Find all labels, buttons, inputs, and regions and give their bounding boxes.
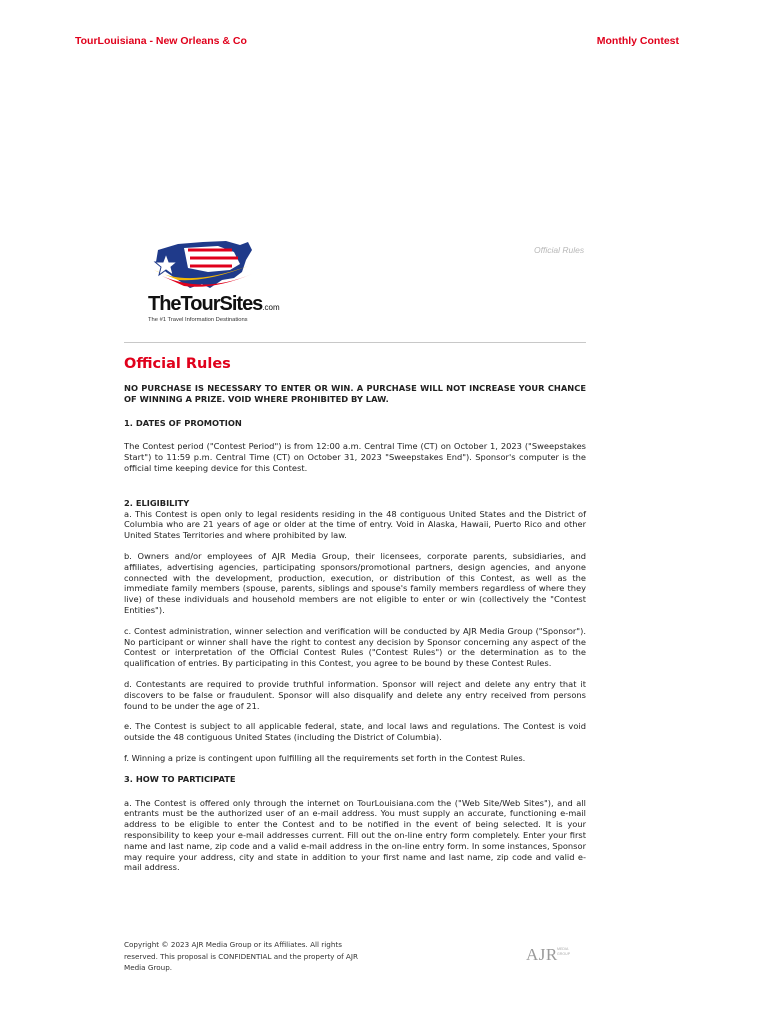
header-right-title: Monthly Contest (596, 35, 679, 47)
intro-notice: NO PURCHASE IS NECESSARY TO ENTER OR WIN. A PURCHASE WILL NOT INCREASE YOUR CHANCE OF WINNING A PRIZE. VOID WHERE PROHIBITED BY LAW. (124, 383, 586, 404)
ajr-logo-subtitle: MEDIA GROUP (557, 947, 571, 956)
section-paragraph: d. Contestants are required to provide truthful information. Sponsor will reject and delete any entry that it discovers to be false or fraudulent. Sponsor will also disqualify and delete any entry received from persons found to be under the age of 21. (124, 678, 586, 711)
section-paragraph: f. Winning a prize is contingent upon fulfilling all the requirements set forth in the Contest Rules. (124, 752, 526, 763)
section-paragraph: a. The Contest is offered only through the internet on TourLouisiana.com the ("Web Site/Web Sites"), and all entrants must be the authorized user of an e-mail address. You must supply an accurate, functioning e-mail address to be eligible to enter the Contest and to be notified in the event of being selected. It is your responsibility to keep your e-mail addresses current. Fill out the on-line entry form completely. Enter your first name and last name, zip code and a valid e-mail address in the on-line entry form. In some instances, Sponsor may require your address, city and state in addition to your first name and last name, zip code and valid e-mail address. (124, 797, 586, 873)
section-heading: 2. ELIGIBILITY (124, 497, 190, 508)
ajr-logo (526, 945, 571, 965)
section-heading: 1. DATES OF PROMOTION (124, 417, 242, 428)
rules-content (124, 355, 586, 883)
page-title: Official Rules (124, 356, 231, 372)
thetoursites-logo (148, 236, 280, 323)
section-paragraph: The Contest period ("Contest Period") is from 12:00 a.m. Central Time (CT) on October 1, 2023 ("Sweepstakes Start") to 11:59 p.m. Central Time (CT) on October 31, 2023 "Sweepstakes End"). Sponsor's computer is the official time keeping device for this Contest. (124, 441, 586, 473)
section-paragraph: e. The Contest is subject to all applicable federal, state, and local laws and regulations. The Contest is void outside the 48 contiguous United States (including the District of Columbia). (124, 721, 586, 743)
section-paragraph: b. Owners and/or employees of AJR Media Group, their licensees, corporate parents, subsidiaries, and affiliates, advertising agencies, participating sponsors/promotional partners, design agencies, and anyone connected with the development, production, execution, or distribution of this Contest, as well as the immediate family members (spouse, parents, siblings and spouse's family members regardless of where they live) of these individuals and household members are not eligible to enter or win (collectively the "Contest Entities"). (124, 550, 586, 615)
copyright-footer: Copyright © 2023 AJR Media Group or its Affiliates. All rights reserved. This proposal is CONFIDENTIAL and the property of AJR Media Group. (124, 940, 358, 972)
divider (124, 342, 586, 343)
document-label: Official Rules (534, 245, 585, 255)
logo-wordmark: TheTourSites.com (148, 293, 280, 315)
section-paragraph: c. Contest administration, winner selection and verification will be conducted by AJR Media Group ("Sponsor"). No participant or winner shall have the right to contest any decision by Sponsor concerning any aspect of the Contest or interpretation of the Official Contest Rules ("Contest Rules") or the determination as to the qualification of entries. By participating in this Contest, you agree to be bound by these Contest Rules. (124, 625, 586, 669)
section-heading: 3. HOW TO PARTICIPATE (124, 773, 236, 784)
section-paragraph: a. This Contest is open only to legal residents residing in the 48 contiguous United States and the District of Columbia who are 21 years of age or older at the time of entry. Void in Alaska, Hawaii, Puerto Rico and other United States Territories and where prohibited by law. (124, 508, 586, 541)
header-left-title: TourLouisiana - New Orleans & Co (75, 35, 247, 47)
ajr-logo-mark: AJR (526, 945, 558, 964)
logo-tagline: The #1 Travel Information Destinations (148, 317, 248, 323)
usa-map-icon (148, 236, 258, 296)
